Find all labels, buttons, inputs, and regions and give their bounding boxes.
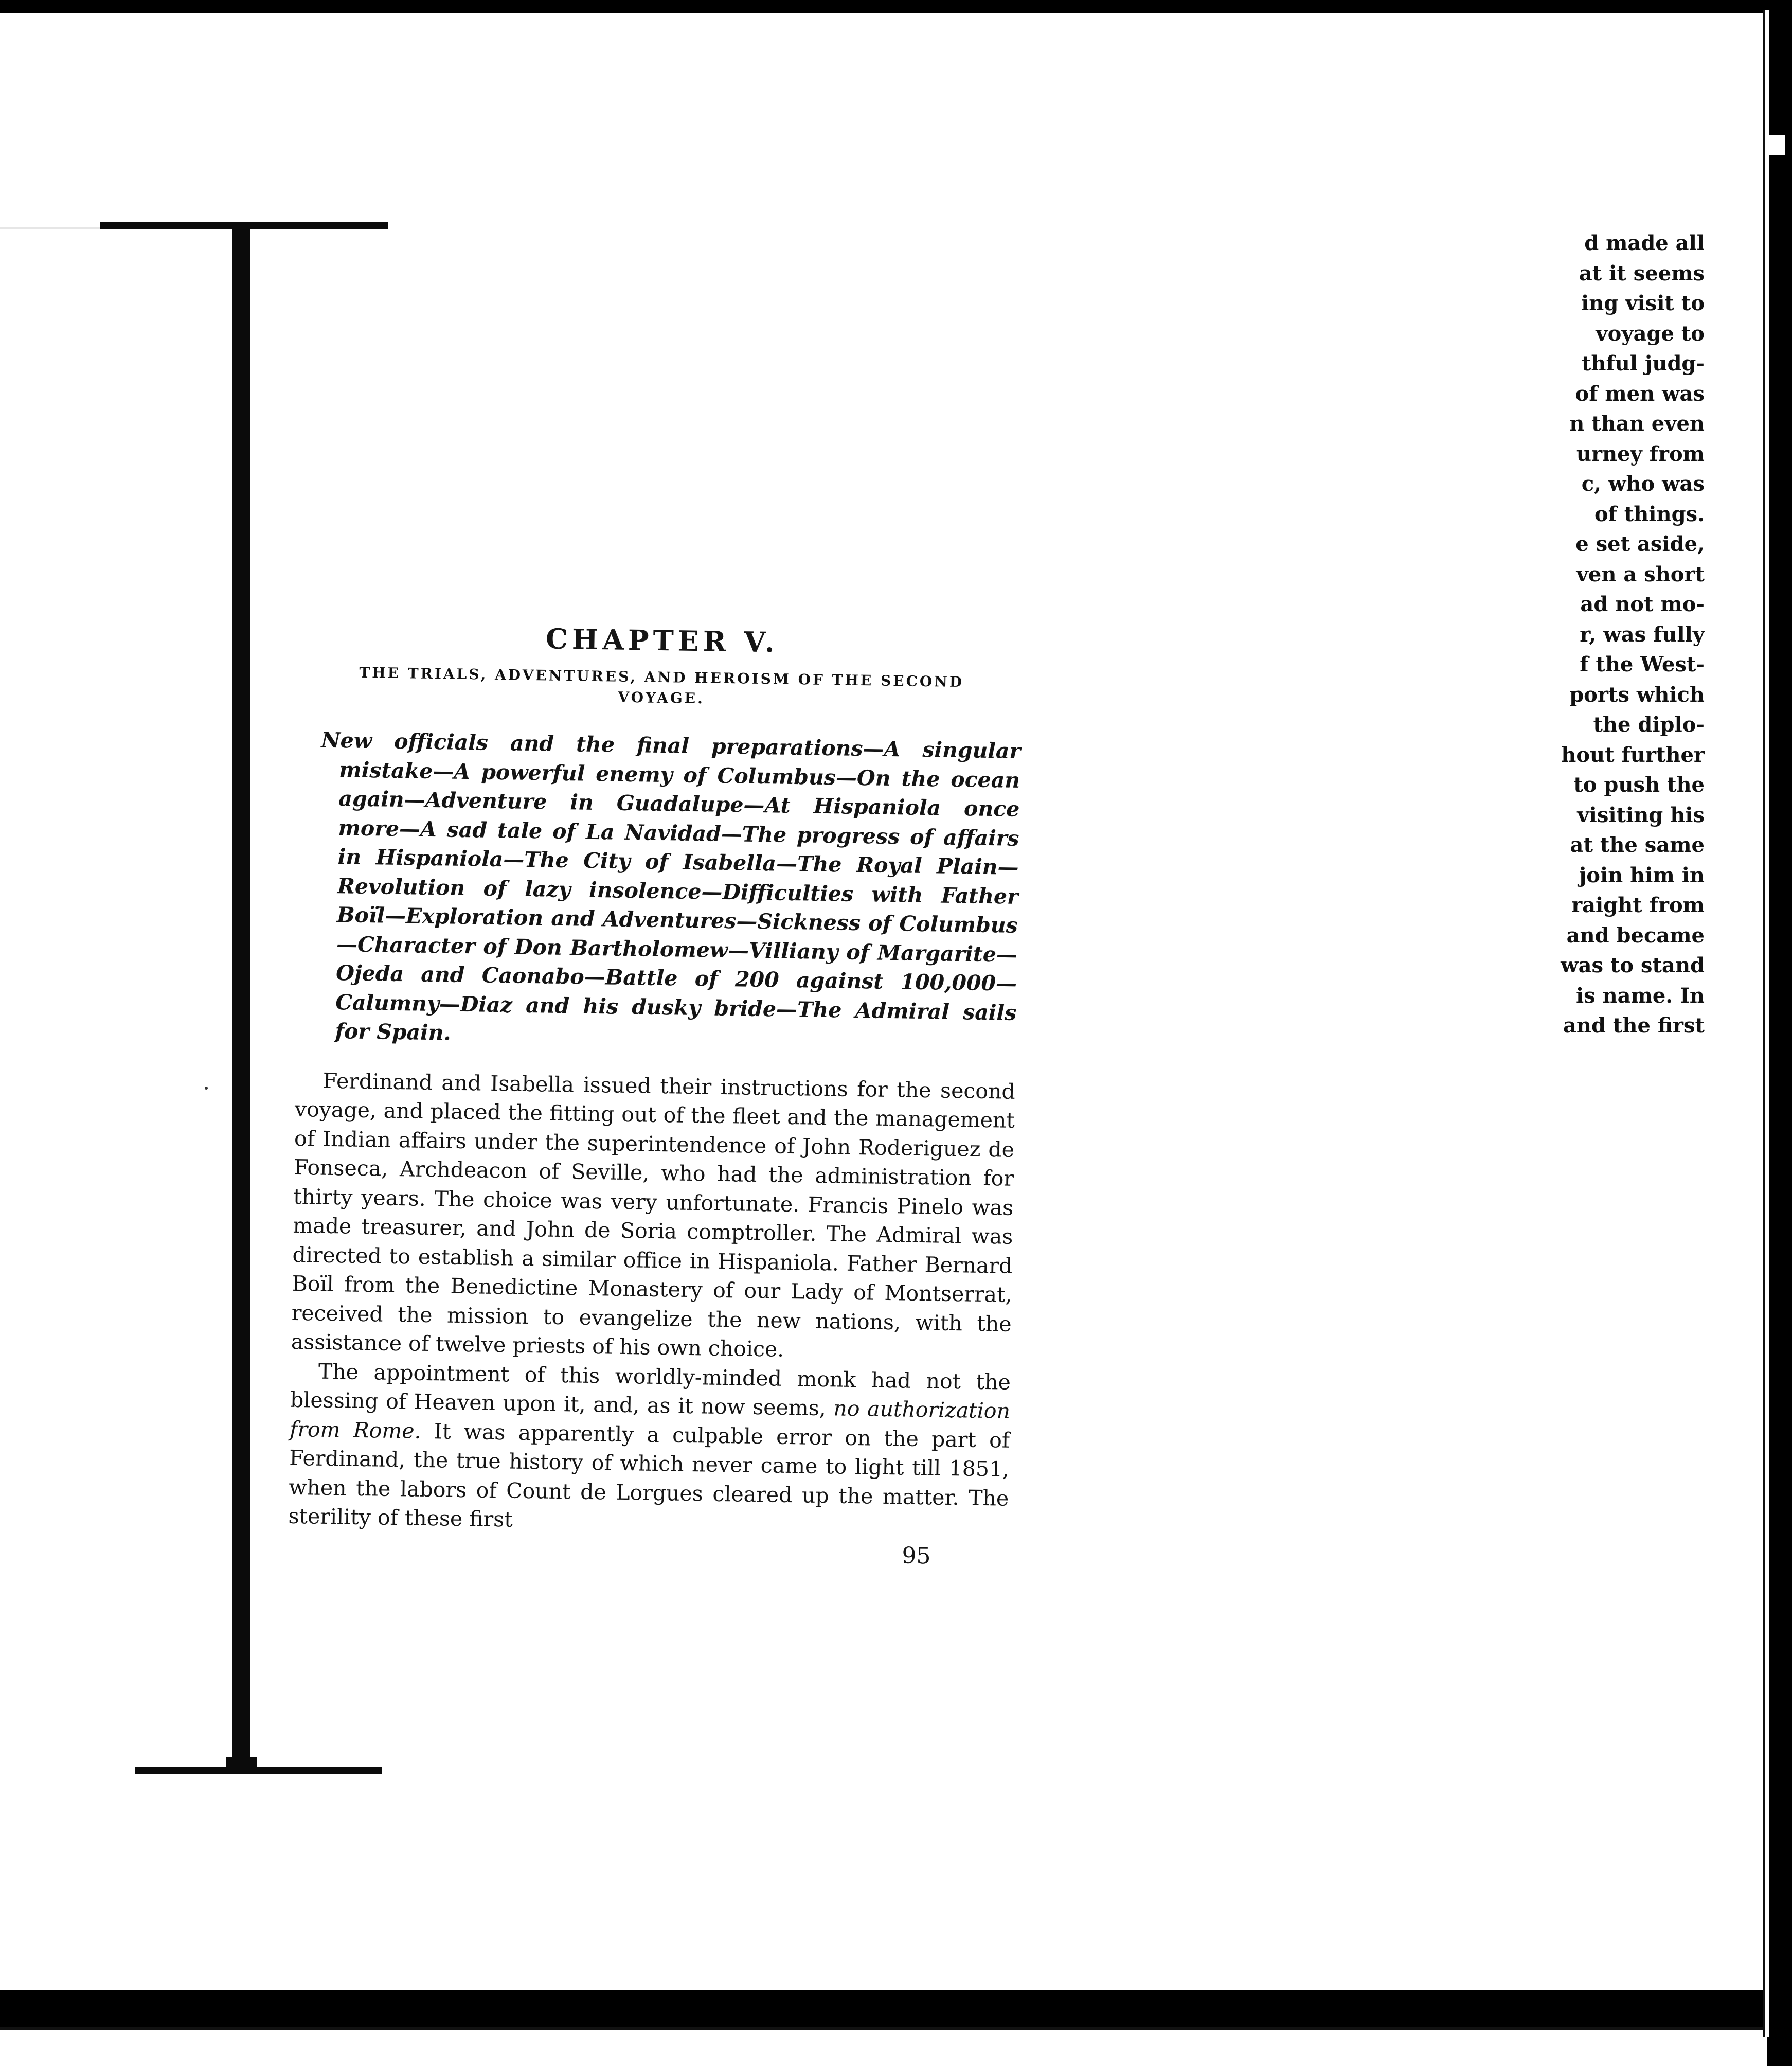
- previous-page-line: e set aside,: [1575, 532, 1705, 556]
- paragraph-2-end: It was apparently a culpable error on the part of Ferdinand, the true history of which never came to light till 1851, when the labors of Count de Lorgues cleared up the matter. The sterility of these first: [288, 1418, 1010, 1532]
- previous-page-line: of things.: [1594, 502, 1705, 526]
- page-content: [288, 618, 1023, 1570]
- paragraph-2: [288, 1356, 1011, 1542]
- binding-gutter: [232, 227, 250, 1771]
- paragraph-2-start: The appointment of this worldly-minded monk had not the blessing of Heaven upon it, and, as it now seems,: [290, 1359, 1011, 1421]
- scan-margin-bottom: [0, 2027, 1792, 2066]
- page-number: 95: [902, 1542, 931, 1569]
- previous-page-line: is name. In: [1575, 983, 1705, 1008]
- scan-frame-notch: [1769, 135, 1785, 155]
- chapter-subtitle: THE TRIALS, ADVENTURES, AND HEROISM OF THE SECOND VOYAGE.: [359, 664, 964, 707]
- scan-speck: [205, 1087, 208, 1090]
- previous-page-line: of men was: [1575, 381, 1705, 406]
- chapter-summary: New officials and the final preparations—A singular mistake—A powerful enemy of Columbus—On the ocean again—Adventure in Guadalupe—At Hispaniola once more—A sad tale of La Navidad—The progress of affairs in Hispaniola—The City of Isabella—The Royal Plain—Revolution of lazy insolence—Difficulties with Father Boïl—Exploration and Adventures—Sickness of Columbus—Character of Don Bartholomew—Villiany of Margarite—Ojeda and Caonabo—Battle of 200 against 100,000—Calumny—Diaz and his dusky bride—The Admiral sails for Spain.: [320, 727, 1021, 1045]
- paragraph-2-italic: no authorization from Rome.: [289, 1396, 1011, 1444]
- previous-page-line: hout further: [1561, 742, 1705, 767]
- scan-frame-top: [0, 0, 1792, 13]
- scan-frame-bottom: [0, 1990, 1792, 2027]
- previous-page-line: d made all: [1584, 231, 1705, 255]
- previous-page-line: r, was fully: [1580, 622, 1705, 647]
- previous-page-line: to push the: [1573, 773, 1705, 797]
- previous-page-line: c, who was: [1581, 472, 1705, 496]
- previous-page-line: f the West-: [1580, 652, 1705, 676]
- previous-page-line: and the first: [1563, 1013, 1705, 1038]
- previous-page-line: voyage to: [1596, 321, 1705, 346]
- paragraph-1: Ferdinand and Isabella issued their instructions for the second voyage, and placed the fitting out of the fleet and the management of Indian affairs under the superintendence of John Roderiguez de Fonseca, Archdeacon of Seville, who had the administration for thirty years. The choice was very unfortunate. Francis Pinelo was made treasurer, and John de Soria comptroller. The Admiral was directed to establish a similar office in Hispaniola. Father Bernard Boïl from the Benedictine Monastery of our Lady of Montserrat, received the mission to evangelize the new nations, with the assistance of twelve priests of his own choice.: [291, 1068, 1016, 1362]
- previous-page-line: ports which: [1569, 682, 1705, 707]
- previous-page-line: visiting his: [1577, 803, 1705, 827]
- previous-page-line: ven a short: [1576, 562, 1705, 586]
- previous-page-line: urney from: [1576, 441, 1705, 466]
- chapter-title: CHAPTER V.: [545, 622, 779, 659]
- previous-page-line: ing visit to: [1581, 291, 1705, 315]
- previous-page-line: join him in: [1579, 863, 1705, 887]
- previous-page: [0, 227, 226, 1775]
- previous-page-line: thful judg-: [1581, 351, 1705, 376]
- previous-page-line: n than even: [1569, 412, 1705, 436]
- previous-page-line: the diplo-: [1593, 713, 1705, 737]
- previous-page-line: was to stand: [1561, 953, 1705, 977]
- previous-page-line: at the same: [1570, 833, 1705, 857]
- scan-frame-right: [1767, 0, 1792, 2066]
- previous-page-line: at it seems: [1579, 261, 1705, 286]
- main-page: [251, 229, 1763, 1988]
- previous-page-line: and became: [1566, 923, 1705, 948]
- previous-page-line: raight from: [1571, 893, 1705, 917]
- previous-page-line: ad not mo-: [1580, 592, 1705, 616]
- scan-frame-right-inner: [1763, 10, 1769, 2037]
